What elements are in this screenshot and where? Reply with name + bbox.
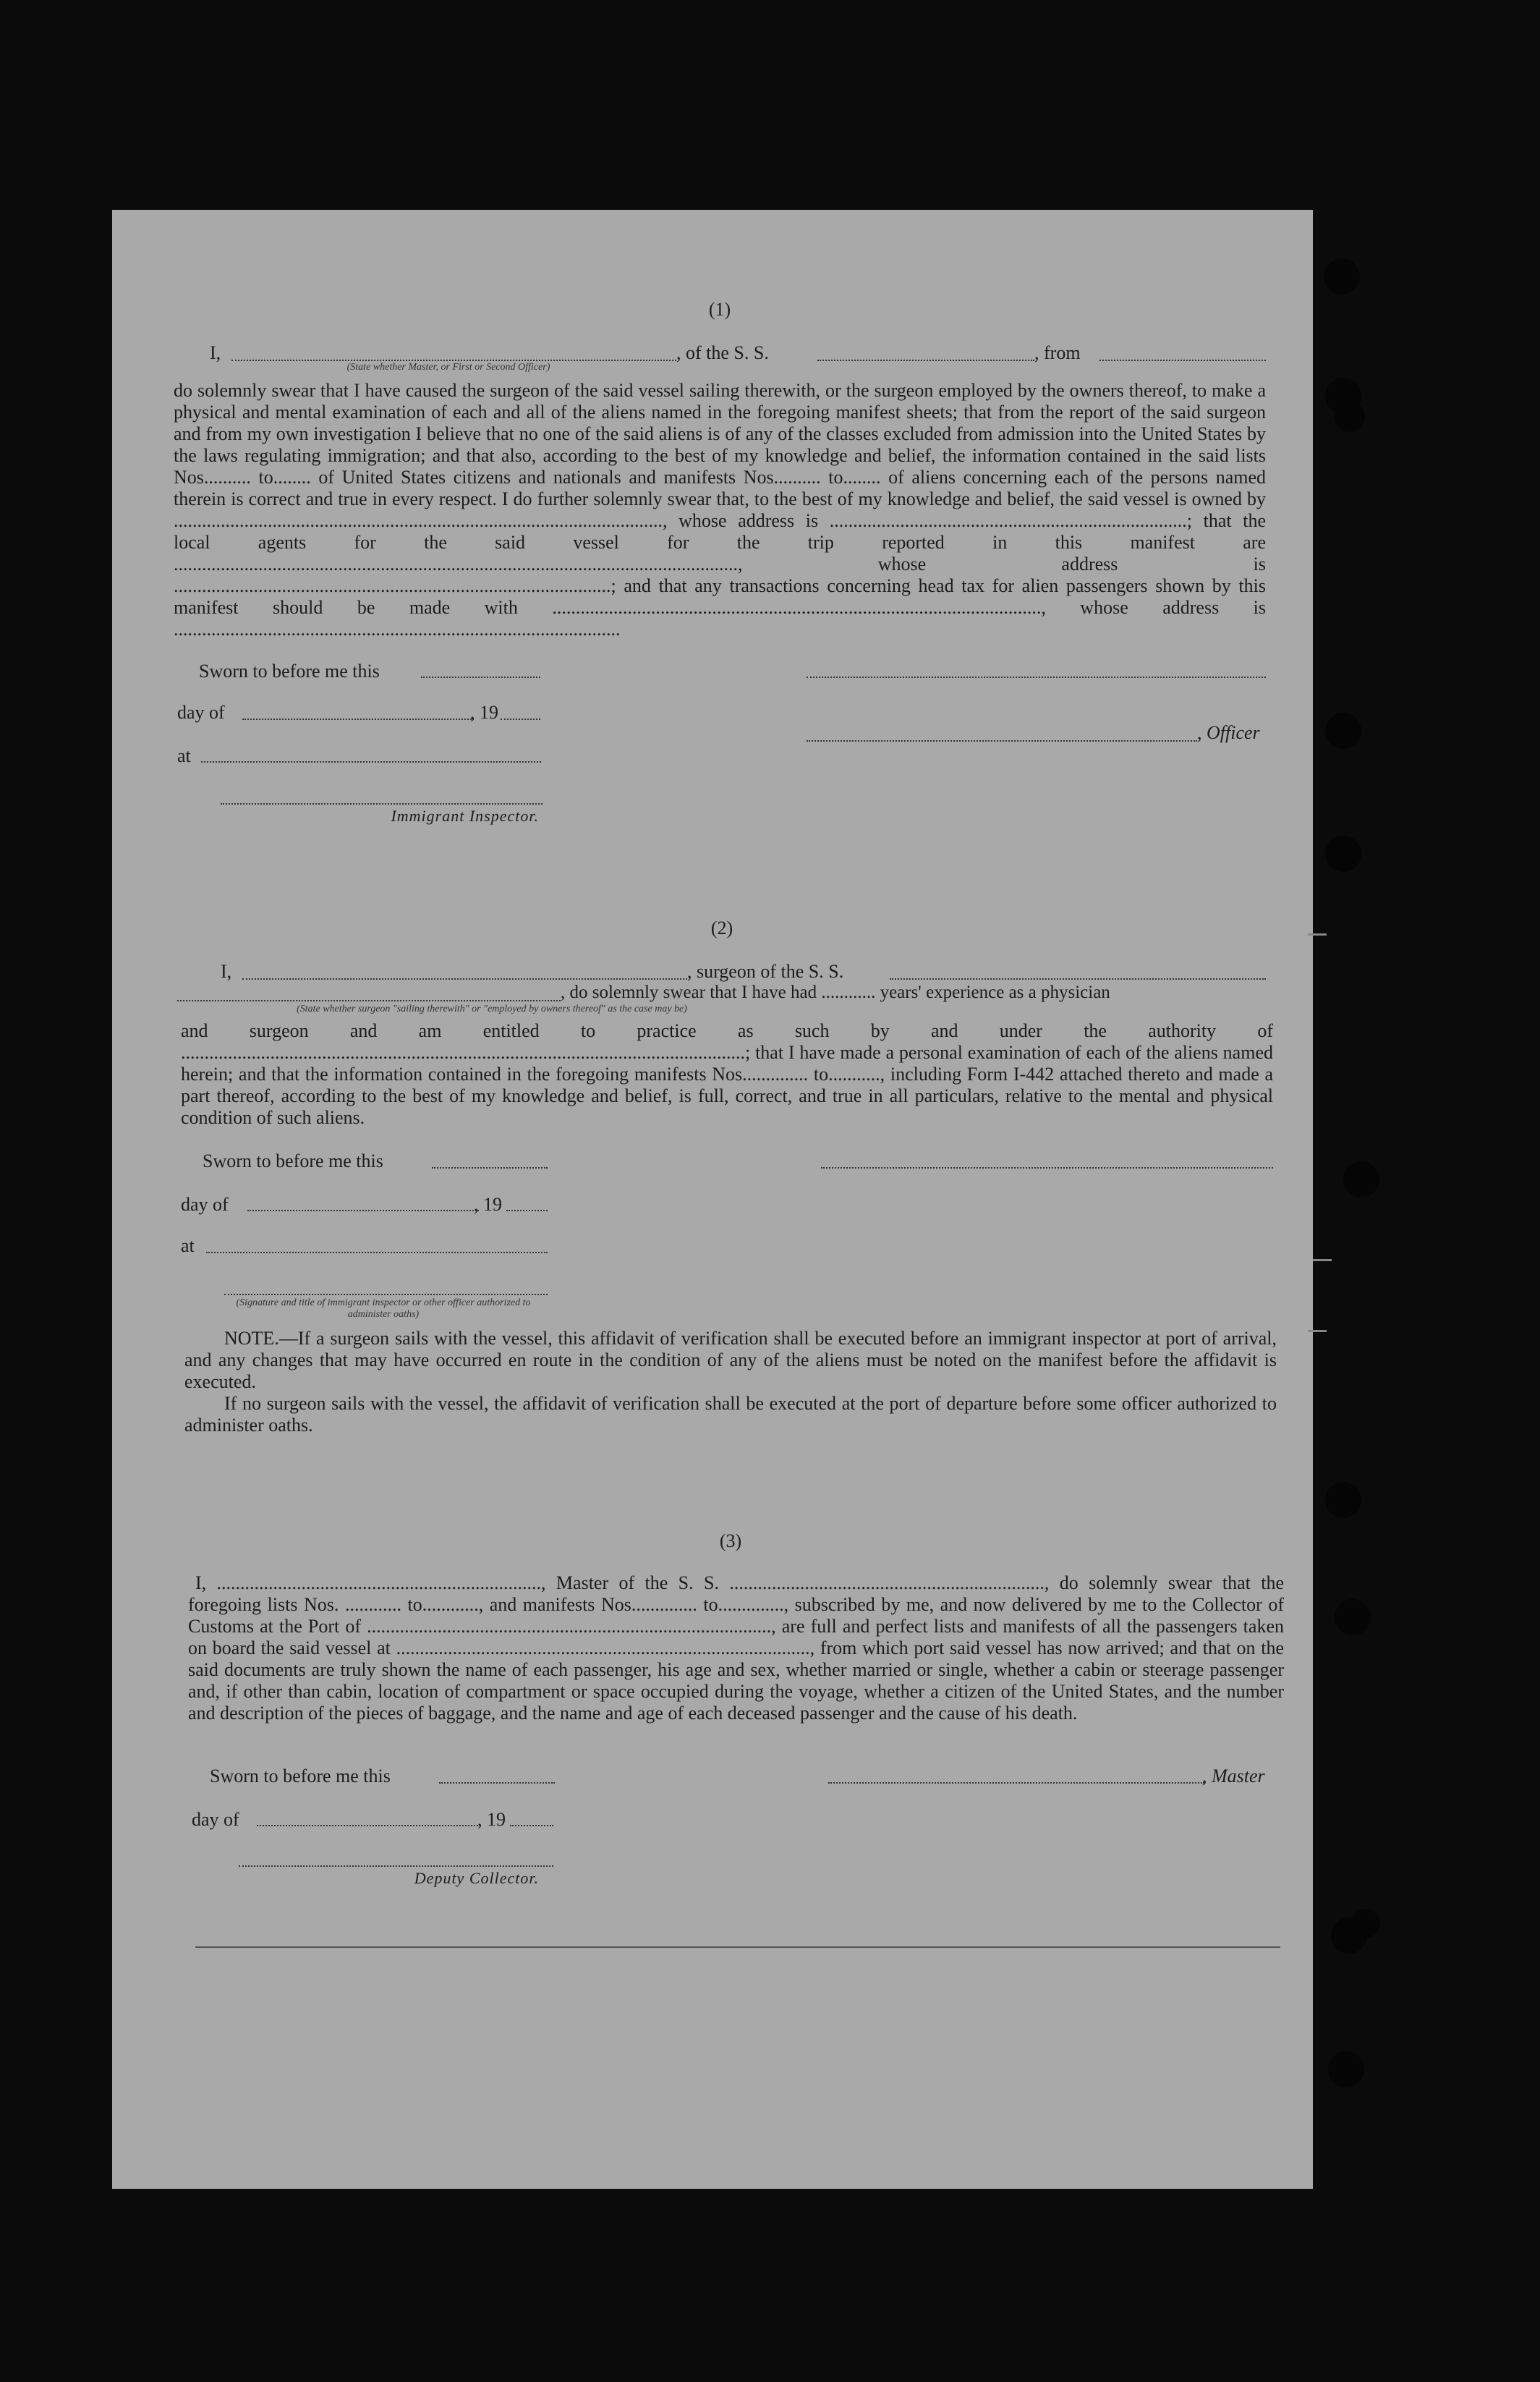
punch-hole — [1351, 1909, 1380, 1938]
collector-signature-line — [239, 1865, 553, 1867]
surgeon-swear-line: , do solemnly swear that I have had ............ years' experience as a physician — [561, 983, 1110, 1002]
sworn-date-line — [432, 1167, 548, 1169]
surgeon-i-label: I, — [221, 961, 232, 982]
year-line — [506, 1210, 548, 1211]
from-label: , from — [1034, 342, 1081, 363]
punch-hole — [1343, 1161, 1379, 1198]
vessel-name-line — [817, 360, 1034, 361]
punch-hole — [1325, 1482, 1361, 1518]
surgeon-paragraph: and surgeon and am entitled to practice as such by and under the authority of ........................................................................................................................; that I have made a personal examination of each of the aliens named herein; and that the information contained in the foregoing manifests Nos.............. to..........., including Form I-442 attached thereto and made a part thereof, according to the best of my knowledge and belief, is full, correct, and true in all particulars, relative to the mental and physical condition of such aliens. — [181, 1020, 1273, 1128]
place-line — [201, 761, 541, 763]
bottom-rule — [195, 1946, 1280, 1948]
sworn-label: Sworn to before me this — [210, 1766, 391, 1786]
year-label: , 19 — [474, 1194, 502, 1215]
note-paragraph: NOTE.—If a surgeon sails with the vessel, this affidavit of verification shall be executed before an immigrant inspector at port of arrival, and any changes that may have occurred en route in the condition of any of the aliens must be noted on the manifest before the affidavit is executed. — [184, 1328, 1277, 1392]
day-of-label: day of — [192, 1809, 239, 1830]
day-month-line — [247, 1210, 479, 1211]
place-line — [206, 1252, 548, 1253]
day-of-label: day of — [177, 702, 225, 723]
section-number: (2) — [710, 917, 733, 938]
day-month-line — [242, 719, 474, 720]
punch-hole — [1335, 1599, 1371, 1635]
of-ss-label: , of the S. S. — [676, 342, 769, 363]
sworn-date-line — [421, 677, 540, 678]
surgeon-capacity-line — [177, 1000, 561, 1001]
officer-label: , Officer — [1197, 722, 1260, 743]
declarant-name-line — [231, 360, 676, 361]
year-label: , 19 — [470, 702, 498, 723]
day-of-label: day of — [181, 1194, 229, 1215]
sworn-label: Sworn to before me this — [199, 661, 380, 682]
collector-title: Deputy Collector. — [414, 1869, 539, 1887]
year-line — [510, 1825, 553, 1826]
punch-hole — [1325, 836, 1361, 872]
surgeon-vessel-line — [890, 978, 1266, 980]
day-month-line — [257, 1825, 481, 1826]
master-label: , Master — [1202, 1766, 1265, 1786]
master-signature-line — [828, 1782, 1204, 1784]
officer-name-line — [807, 740, 1197, 742]
administrator-caption: (Signature and title of immigrant inspector or other officer authorized to administer oaths) — [236, 1297, 531, 1320]
punch-hole — [1324, 258, 1360, 294]
surgeon-of-label: , surgeon of the S. S. — [687, 961, 844, 982]
punch-hole — [1328, 2051, 1364, 2088]
year-label: , 19 — [477, 1809, 506, 1830]
margin-mark — [1308, 1330, 1327, 1332]
surgeon-caption: (State whether surgeon "sailing therewith" or "employed by owners thereof" as the case may be) — [297, 1004, 687, 1014]
officer-signature-line — [807, 677, 1266, 678]
sworn-date-line — [439, 1782, 555, 1784]
surgeon-name-line — [242, 978, 687, 980]
declarant-label: I, — [210, 342, 221, 363]
year-line — [501, 719, 540, 720]
punch-hole — [1325, 713, 1361, 749]
oath-paragraph: do solemnly swear that I have caused the surgeon of the said vessel sailing therewith, or the surgeon employed by the owners thereof, to make a physical and mental examination of each and all of the aliens named in the foregoing manifest sheets; that from the report of the said surgeon and from my own investigation I believe that no one of the said aliens is of any of the classes excluded from admission into the United States by the laws regulating immigration; and that also, according to the best of my knowledge and belief, the information contained in the said lists Nos.......... to........ of United States citizens and nationals and manifests Nos.......... to........ of aliens concerning each of the persons named therein is correct and true in every respect. I do further solemnly swear that, to the best of my knowledge and belief, the said vessel is owned by ........................................................................................................, whose address is ............................................................................; that the local agents for the said vessel for the trip reported in this manifest are ........................................................................................................................, whose address is .............................................................................................; and that any transactions concerning head tax for alien passengers shown by this manifest should be made with ........................................................................................................, whose address is ............................................................................................... — [174, 380, 1266, 640]
port-from-line — [1099, 360, 1266, 361]
administrator-signature-line — [224, 1294, 548, 1295]
section-number: (1) — [708, 299, 731, 320]
at-label: at — [181, 1235, 195, 1256]
note-paragraph-2: If no surgeon sails with the vessel, the affidavit of verification shall be executed at the port of departure before some officer authorized to administer oaths. — [184, 1393, 1277, 1436]
rank-caption: (State whether Master, or First or Second Officer) — [346, 362, 550, 373]
at-label: at — [177, 745, 191, 766]
margin-mark — [1308, 933, 1327, 936]
sworn-label: Sworn to before me this — [203, 1150, 383, 1171]
inspector-signature-line — [221, 803, 543, 805]
inspector-title: Immigrant Inspector. — [391, 807, 539, 825]
section-number: (3) — [719, 1530, 742, 1551]
master-paragraph: I, ....................................................................., Master of the S. S. ..................................................................., do solemnly swear that the foregoing lists Nos. ............ to............, and manifests Nos.............. to.............., subscribed by me, and now delivered by me to the Collector of Customs at the Port of ......................................................................................, are full and perfect lists and manifests of all the passengers taken on board the said vessel at ........................................................................................, from which port said vessel has now arrived; and that on the said documents are truly shown the name of each passenger, his age and sex, whether married or single, whether a cabin or steerage passenger and, if other than cabin, location of compartment or space occupied during the voyage, whether a citizen of the United States, and the number and description of the pieces of baggage, and the name and age of each deceased passenger and the cause of his death. — [188, 1572, 1284, 1724]
surgeon-signature-line — [821, 1167, 1273, 1169]
punch-hole — [1335, 402, 1365, 432]
margin-mark — [1313, 1259, 1332, 1261]
